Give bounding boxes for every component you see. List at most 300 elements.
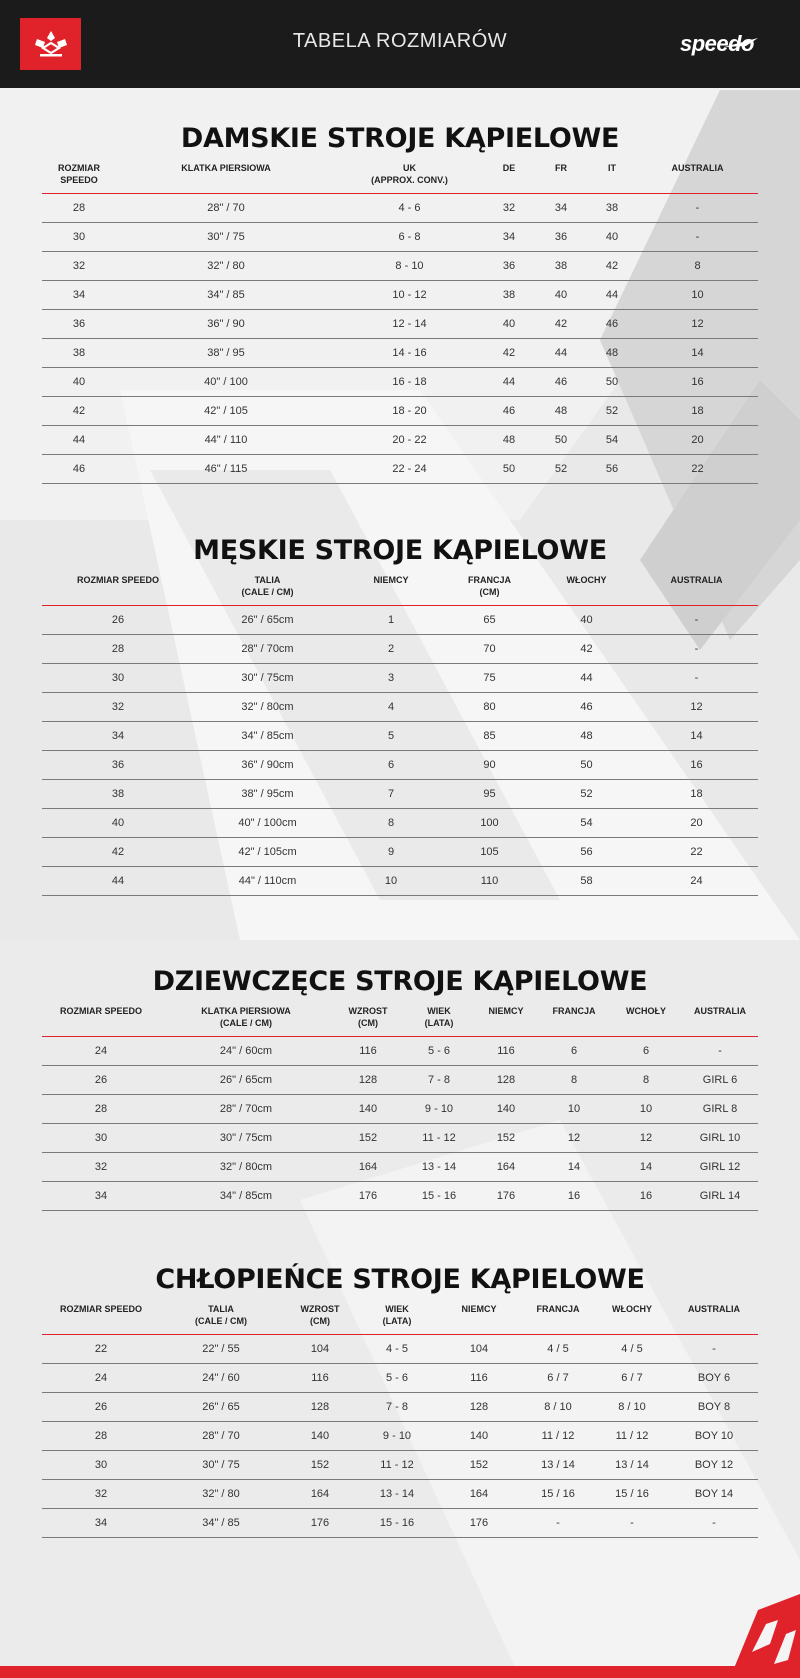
table-cell: 24 [635,867,758,896]
table-cell: GIRL 14 [682,1182,758,1211]
table-row [42,1451,758,1480]
table-cell: 15 - 16 [358,1509,436,1538]
table-cell: 10 - 12 [336,281,483,310]
table-cell: 22 - 24 [336,455,483,484]
table-cell: 8 - 10 [336,252,483,281]
table-cell: - [594,1509,670,1538]
table-cell: 14 - 16 [336,339,483,368]
table-cell: 56 [538,838,635,867]
table-cell: 4 - 6 [336,194,483,223]
table-cell: 26" / 65cm [194,606,341,635]
table-cell: 15 / 16 [522,1480,594,1509]
column-header: UK (APPROX. CONV.) [336,160,483,194]
table-cell: - [635,635,758,664]
table-cell: 16 [538,1182,610,1211]
table-cell: 48 [535,397,587,426]
column-header: WŁOCHY [594,1301,670,1335]
table-cell: 104 [436,1335,522,1364]
table-header-row [42,1003,758,1037]
table-cell: 28 [42,1095,160,1124]
table-cell: GIRL 8 [682,1095,758,1124]
table-cell: 13 - 14 [358,1480,436,1509]
table-cell: 32 [42,252,116,281]
table-cell: BOY 14 [670,1480,758,1509]
table-header-row [42,1301,758,1335]
table-row [42,838,758,867]
table-cell: - [682,1037,758,1066]
table-cell: 30 [42,664,194,693]
table-cell: 36 [42,310,116,339]
table-cell: 52 [538,780,635,809]
table-row [42,722,758,751]
table-row [42,780,758,809]
table-cell: 44" / 110 [116,426,336,455]
table-cell: 34 [535,194,587,223]
table-cell: 50 [587,368,637,397]
womens-size-section [42,118,758,484]
table-cell: 176 [474,1182,538,1211]
table-cell: 4 [341,693,441,722]
table-cell: 52 [587,397,637,426]
table-cell: - [670,1509,758,1538]
table-cell: 4 / 5 [594,1335,670,1364]
table-cell: 6 / 7 [522,1364,594,1393]
column-header: WZROST (CM) [282,1301,358,1335]
column-header: ROZMIAR SPEEDO [42,160,116,194]
table-cell: 176 [332,1182,404,1211]
table-cell: 152 [474,1124,538,1153]
table-cell: 10 [637,281,758,310]
column-header: ROZMIAR SPEEDO [42,1301,160,1335]
table-cell: 85 [441,722,538,751]
table-cell: 44 [535,339,587,368]
table-cell: 30 [42,1124,160,1153]
table-row [42,606,758,635]
table-cell: 152 [332,1124,404,1153]
table-cell: 26 [42,1393,160,1422]
table-cell: 75 [441,664,538,693]
table-cell: 24 [42,1364,160,1393]
table-row [42,1509,758,1538]
table-cell: 52 [535,455,587,484]
table-cell: 34 [42,1509,160,1538]
table-cell: 12 [538,1124,610,1153]
table-cell: 44 [42,867,194,896]
table-cell: 26 [42,606,194,635]
table-row [42,1422,758,1451]
column-header: WIEK (LATA) [358,1301,436,1335]
table-cell: 32 [42,1153,160,1182]
table-cell: 40 [535,281,587,310]
table-cell: 12 [635,693,758,722]
table-cell: - [635,664,758,693]
table-cell: 42 [538,635,635,664]
table-cell: 128 [474,1066,538,1095]
table-row [42,1393,758,1422]
table-cell: 42 [42,397,116,426]
table-cell: 2 [341,635,441,664]
table-cell: 38" / 95 [116,339,336,368]
table-row [42,194,758,223]
table-cell: 12 - 14 [336,310,483,339]
table-cell: 95 [441,780,538,809]
table-cell: 4 / 5 [522,1335,594,1364]
table-cell: 28" / 70cm [160,1095,332,1124]
table-cell: 32 [483,194,535,223]
table-cell: 6 [610,1037,682,1066]
table-row [42,1480,758,1509]
table-cell: 152 [282,1451,358,1480]
table-cell: 36" / 90 [116,310,336,339]
table-cell: 13 - 14 [404,1153,474,1182]
table-cell: 20 [635,809,758,838]
table-cell: 40" / 100cm [194,809,341,838]
column-header: ROZMIAR SPEEDO [42,1003,160,1037]
table-cell: 44 [42,426,116,455]
table-cell: 11 - 12 [404,1124,474,1153]
table-cell: 38" / 95cm [194,780,341,809]
table-cell: 36" / 90cm [194,751,341,780]
table-cell: 140 [282,1422,358,1451]
table-cell: 10 [538,1095,610,1124]
table-cell: 42" / 105cm [194,838,341,867]
table-header-row [42,572,758,606]
table-cell: 38 [535,252,587,281]
column-header: AUSTRALIA [637,160,758,194]
table-row [42,368,758,397]
column-header: FRANCJA [538,1003,610,1037]
table-cell: 104 [282,1335,358,1364]
table-cell: 46 [535,368,587,397]
table-cell: 28 [42,1422,160,1451]
table-cell: 36 [483,252,535,281]
table-cell: 152 [436,1451,522,1480]
table-cell: 15 / 16 [594,1480,670,1509]
table-cell: 3 [341,664,441,693]
table-cell: 13 / 14 [594,1451,670,1480]
table-cell: 6 [538,1037,610,1066]
table-cell: 54 [538,809,635,838]
table-cell: 48 [483,426,535,455]
table-cell: 38 [42,780,194,809]
table-cell: 40 [42,809,194,838]
table-cell: 24 [42,1037,160,1066]
table-cell: 176 [436,1509,522,1538]
table-cell: 26" / 65cm [160,1066,332,1095]
table-cell: 40" / 100 [116,368,336,397]
table-row [42,867,758,896]
table-row [42,223,758,252]
table-cell: 30" / 75 [116,223,336,252]
table-cell: 11 / 12 [522,1422,594,1451]
table-cell: 7 - 8 [404,1066,474,1095]
table-cell: 34 [483,223,535,252]
table-row [42,1182,758,1211]
table-cell: 16 [635,751,758,780]
table-cell: 16 [637,368,758,397]
size-table [42,572,758,896]
table-cell: 34 [42,1182,160,1211]
table-cell: 36 [42,751,194,780]
table-cell: 34" / 85 [160,1509,282,1538]
table-cell: 20 [637,426,758,455]
table-cell: 40 [42,368,116,397]
size-table [42,160,758,484]
column-header: WCHOŁY [610,1003,682,1037]
column-header: KLATKA PIERSIOWA (CALE / CM) [160,1003,332,1037]
column-header: NIEMCY [341,572,441,606]
table-cell: 5 [341,722,441,751]
table-cell: 46 [483,397,535,426]
table-cell: 8 / 10 [594,1393,670,1422]
table-cell: 22 [42,1335,160,1364]
column-header: KLATKA PIERSIOWA [116,160,336,194]
table-cell: 14 [538,1153,610,1182]
page-title: TABELA ROZMIARÓW [292,30,508,52]
table-cell: 32" / 80 [116,252,336,281]
table-cell: 7 - 8 [358,1393,436,1422]
table-cell: 65 [441,606,538,635]
table-cell: 128 [436,1393,522,1422]
table-row [42,1364,758,1393]
table-cell: 46 [587,310,637,339]
table-cell: 42 [587,252,637,281]
table-cell: 18 - 20 [336,397,483,426]
table-cell: 4 - 5 [358,1335,436,1364]
table-cell: 28 [42,635,194,664]
column-header: AUSTRALIA [635,572,758,606]
table-cell: 22 [637,455,758,484]
table-cell: 32 [42,693,194,722]
table-cell: 32" / 80cm [194,693,341,722]
column-header: TALIA (CALE / CM) [194,572,341,606]
column-header: AUSTRALIA [670,1301,758,1335]
table-cell: 30 [42,223,116,252]
table-cell: 46" / 115 [116,455,336,484]
boys-size-section [42,1259,758,1538]
table-cell: 42 [42,838,194,867]
size-table [42,1003,758,1211]
table-cell: 32" / 80cm [160,1153,332,1182]
table-cell: 26" / 65 [160,1393,282,1422]
table-cell: 8 / 10 [522,1393,594,1422]
column-header: DE [483,160,535,194]
table-cell: 164 [332,1153,404,1182]
table-cell: - [670,1335,758,1364]
section-title: DAMSKIE STROJE KĄPIELOWE [180,123,620,154]
table-cell: 58 [538,867,635,896]
bottom-accent-bar [0,1666,800,1678]
mens-size-section [42,530,758,896]
table-cell: 34" / 85 [116,281,336,310]
table-cell: 9 - 10 [404,1095,474,1124]
table-cell: 8 [610,1066,682,1095]
table-row [42,281,758,310]
column-header: FRANCJA [522,1301,594,1335]
column-header: FRANCJA (CM) [441,572,538,606]
table-row [42,693,758,722]
column-header: WIEK (LATA) [404,1003,474,1037]
table-cell: 164 [474,1153,538,1182]
table-cell: 16 [610,1182,682,1211]
table-cell: 9 - 10 [358,1422,436,1451]
table-cell: 10 [341,867,441,896]
table-cell: 30" / 75cm [194,664,341,693]
table-cell: 6 / 7 [594,1364,670,1393]
table-cell: 164 [436,1480,522,1509]
table-cell: 44" / 110cm [194,867,341,896]
table-cell: 34" / 85cm [194,722,341,751]
table-row [42,426,758,455]
table-cell: 22" / 55 [160,1335,282,1364]
table-cell: 44 [538,664,635,693]
table-cell: 128 [332,1066,404,1095]
column-header: IT [587,160,637,194]
table-cell: 22 [635,838,758,867]
table-cell: 32" / 80 [160,1480,282,1509]
column-header: WŁOCHY [538,572,635,606]
table-cell: GIRL 6 [682,1066,758,1095]
table-cell: 40 [483,310,535,339]
table-cell: 34 [42,722,194,751]
table-cell: 40 [587,223,637,252]
column-header: NIEMCY [436,1301,522,1335]
table-cell: 42 [535,310,587,339]
table-row [42,339,758,368]
table-cell: 48 [538,722,635,751]
table-cell: 70 [441,635,538,664]
table-cell: 1 [341,606,441,635]
table-cell: 10 [610,1095,682,1124]
table-row [42,1066,758,1095]
table-cell: 34" / 85cm [160,1182,332,1211]
column-header: NIEMCY [474,1003,538,1037]
table-cell: 46 [42,455,116,484]
girls-size-section [42,961,758,1211]
table-row [42,1037,758,1066]
column-header: WZROST (CM) [332,1003,404,1037]
table-cell: 18 [637,397,758,426]
column-header: AUSTRALIA [682,1003,758,1037]
table-cell: 28" / 70cm [194,635,341,664]
section-title: CHŁOPIEŃCE STROJE KĄPIELOWE [155,1264,645,1295]
table-row [42,809,758,838]
table-cell: 176 [282,1509,358,1538]
table-cell: 12 [637,310,758,339]
table-cell: 140 [474,1095,538,1124]
table-row [42,455,758,484]
table-row [42,1153,758,1182]
column-header: ROZMIAR SPEEDO [42,572,194,606]
table-cell: 42 [483,339,535,368]
table-cell: 42" / 105 [116,397,336,426]
table-cell: 7 [341,780,441,809]
table-cell: 90 [441,751,538,780]
table-cell: 140 [332,1095,404,1124]
table-cell: 38 [587,194,637,223]
brand-logo: speedo [679,31,754,56]
table-cell: BOY 12 [670,1451,758,1480]
table-row [42,310,758,339]
table-row [42,1335,758,1364]
table-header-row [42,160,758,194]
table-cell: 15 - 16 [404,1182,474,1211]
table-cell: 11 - 12 [358,1451,436,1480]
table-cell: BOY 8 [670,1393,758,1422]
table-cell: 110 [441,867,538,896]
table-cell: 116 [436,1364,522,1393]
table-cell: 116 [282,1364,358,1393]
table-cell: 12 [610,1124,682,1153]
table-cell: 28" / 70 [160,1422,282,1451]
table-cell: 34 [42,281,116,310]
table-cell: 50 [483,455,535,484]
table-cell: 14 [635,722,758,751]
table-cell: 116 [332,1037,404,1066]
table-cell: 14 [637,339,758,368]
table-cell: 38 [483,281,535,310]
table-cell: 14 [610,1153,682,1182]
table-row [42,751,758,780]
table-cell: 8 [538,1066,610,1095]
table-cell: - [637,194,758,223]
table-cell: 24" / 60 [160,1364,282,1393]
table-cell: 44 [587,281,637,310]
table-cell: 105 [441,838,538,867]
table-cell: 48 [587,339,637,368]
table-cell: 38 [42,339,116,368]
table-cell: 128 [282,1393,358,1422]
table-cell: 6 [341,751,441,780]
swoosh-icon [724,37,758,49]
section-title: DZIEWCZĘCE STROJE KĄPIELOWE [152,966,648,997]
table-cell: 8 [341,809,441,838]
table-cell: 50 [538,751,635,780]
table-row [42,1095,758,1124]
table-cell: 40 [538,606,635,635]
table-cell: 140 [436,1422,522,1451]
table-row [42,397,758,426]
table-row [42,1124,758,1153]
table-row [42,635,758,664]
table-cell: BOY 10 [670,1422,758,1451]
table-cell: 26 [42,1066,160,1095]
table-cell: 5 - 6 [404,1037,474,1066]
table-cell: 50 [535,426,587,455]
column-header: FR [535,160,587,194]
table-cell: 24" / 60cm [160,1037,332,1066]
table-cell: GIRL 10 [682,1124,758,1153]
table-cell: 18 [635,780,758,809]
table-cell: 28 [42,194,116,223]
table-cell: 36 [535,223,587,252]
table-cell: 56 [587,455,637,484]
table-cell: 11 / 12 [594,1422,670,1451]
table-cell: - [522,1509,594,1538]
table-cell: 32 [42,1480,160,1509]
table-cell: GIRL 12 [682,1153,758,1182]
table-cell: 100 [441,809,538,838]
table-cell: 54 [587,426,637,455]
table-cell: 5 - 6 [358,1364,436,1393]
table-cell: BOY 6 [670,1364,758,1393]
table-cell: 20 - 22 [336,426,483,455]
table-cell: 16 - 18 [336,368,483,397]
header-bar [0,0,800,88]
table-cell: 80 [441,693,538,722]
table-cell: 116 [474,1037,538,1066]
size-table [42,1301,758,1538]
